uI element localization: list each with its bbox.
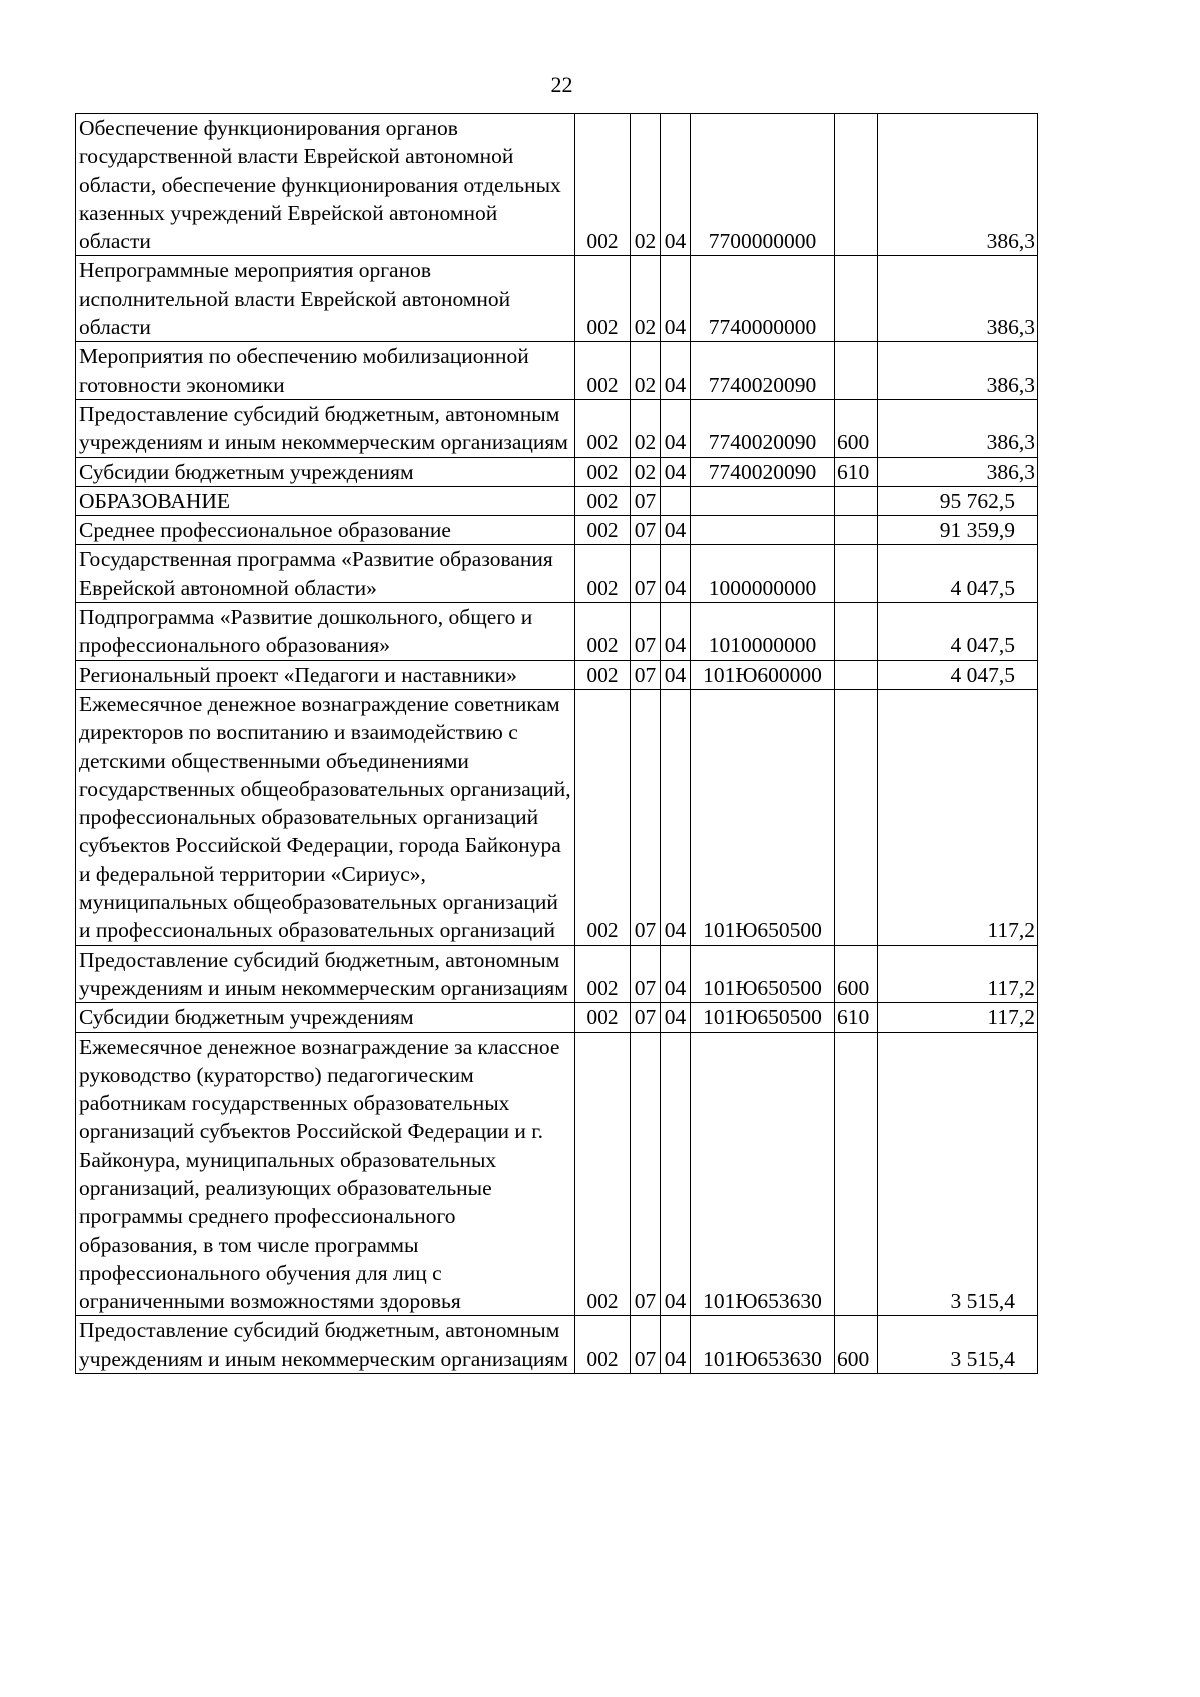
- row-expense-type-cell: 600: [835, 399, 878, 457]
- row-subsection-cell: 04: [661, 516, 691, 545]
- row-subsection-cell: 04: [661, 689, 691, 945]
- row-section-cell: 07: [631, 660, 661, 689]
- table-row: [76, 486, 1038, 515]
- row-name-cell: Ежемесячное денежное вознаграждение за классное руководство (кураторство) педагогическим работникам государственных образовательных организаций субъектов Российской Федерации и г. Байконура, муниципальных образовательных организаций, реализующих образовательные программы среднего профессионального образования, в том числе программы профессионального обучения для лиц с ограниченными возможностями здоровья: [76, 1032, 575, 1316]
- row-section-cell: 07: [631, 545, 661, 603]
- row-target-article-cell: 101Ю653630: [691, 1032, 835, 1316]
- row-target-article-cell: 101Ю650500: [691, 1003, 835, 1032]
- row-expense-type-cell: 610: [835, 457, 878, 486]
- row-amount-cell: 386,3: [878, 114, 1038, 256]
- row-section-cell: 02: [631, 342, 661, 400]
- row-target-article-cell: 101Ю650500: [691, 689, 835, 945]
- table-row: [76, 689, 1038, 945]
- row-subsection-cell: 04: [661, 545, 691, 603]
- row-target-article-cell: [691, 516, 835, 545]
- row-expense-type-cell: [835, 114, 878, 256]
- row-target-article-cell: 7740000000: [691, 256, 835, 342]
- row-subsection-cell: 04: [661, 399, 691, 457]
- row-code-cell: 002: [575, 603, 631, 661]
- row-subsection-cell: 04: [661, 945, 691, 1003]
- row-expense-type-cell: [835, 342, 878, 400]
- row-amount-cell: 386,3: [878, 457, 1038, 486]
- row-code-cell: 002: [575, 457, 631, 486]
- row-subsection-cell: [661, 486, 691, 515]
- row-expense-type-cell: [835, 486, 878, 515]
- table-row: [76, 256, 1038, 342]
- row-expense-type-cell: 610: [835, 1003, 878, 1032]
- row-target-article-cell: 7740020090: [691, 342, 835, 400]
- row-target-article-cell: 1010000000: [691, 603, 835, 661]
- row-expense-type-cell: [835, 516, 878, 545]
- row-amount-cell: 386,3: [878, 256, 1038, 342]
- row-code-cell: 002: [575, 660, 631, 689]
- table-row: [76, 1316, 1038, 1374]
- row-name-cell: Мероприятия по обеспечению мобилизационной готовности экономики: [76, 342, 575, 400]
- row-name-cell: Региональный проект «Педагоги и наставники»: [76, 660, 575, 689]
- row-code-cell: 002: [575, 256, 631, 342]
- budget-table: [75, 113, 1038, 1374]
- row-name-cell: Предоставление субсидий бюджетным, автономным учреждениям и иным некоммерческим организациям: [76, 945, 575, 1003]
- table-row: [76, 342, 1038, 400]
- table-row: [76, 545, 1038, 603]
- table-row: [76, 516, 1038, 545]
- row-name-cell: Государственная программа «Развитие образования Еврейской автономной области»: [76, 545, 575, 603]
- row-amount-cell: 386,3: [878, 342, 1038, 400]
- row-expense-type-cell: 600: [835, 1316, 878, 1374]
- row-section-cell: 02: [631, 399, 661, 457]
- row-name-cell: Обеспечение функционирования органов государственной власти Еврейской автономной области, обеспечение функционирования отдельных казенных учреждений Еврейской автономной области: [76, 114, 575, 256]
- row-subsection-cell: 04: [661, 457, 691, 486]
- table-row: [76, 1032, 1038, 1316]
- row-name-cell: Среднее профессиональное образование: [76, 516, 575, 545]
- table-row: [76, 945, 1038, 1003]
- row-section-cell: 02: [631, 457, 661, 486]
- row-section-cell: 07: [631, 689, 661, 945]
- row-target-article-cell: 1000000000: [691, 545, 835, 603]
- row-amount-cell: 386,3: [878, 399, 1038, 457]
- table-row: [76, 114, 1038, 256]
- row-code-cell: 002: [575, 1316, 631, 1374]
- row-amount-cell: 95 762,5: [878, 486, 1038, 515]
- table-row: [76, 457, 1038, 486]
- row-amount-cell: 117,2: [878, 945, 1038, 1003]
- row-amount-cell: 91 359,9: [878, 516, 1038, 545]
- row-code-cell: 002: [575, 1003, 631, 1032]
- row-section-cell: 07: [631, 1003, 661, 1032]
- row-name-cell: Субсидии бюджетным учреждениям: [76, 1003, 575, 1032]
- row-target-article-cell: 101Ю650500: [691, 945, 835, 1003]
- row-subsection-cell: 04: [661, 1003, 691, 1032]
- row-name-cell: ОБРАЗОВАНИЕ: [76, 486, 575, 515]
- row-expense-type-cell: [835, 603, 878, 661]
- row-subsection-cell: 04: [661, 603, 691, 661]
- row-section-cell: 07: [631, 486, 661, 515]
- row-amount-cell: 4 047,5: [878, 660, 1038, 689]
- row-target-article-cell: 7740020090: [691, 457, 835, 486]
- row-subsection-cell: 04: [661, 1316, 691, 1374]
- row-section-cell: 07: [631, 516, 661, 545]
- row-subsection-cell: 04: [661, 660, 691, 689]
- row-target-article-cell: 7740020090: [691, 399, 835, 457]
- row-name-cell: Непрограммные мероприятия органов исполнительной власти Еврейской автономной области: [76, 256, 575, 342]
- row-code-cell: 002: [575, 486, 631, 515]
- row-expense-type-cell: 600: [835, 945, 878, 1003]
- row-expense-type-cell: [835, 1032, 878, 1316]
- page-number: 22: [550, 72, 573, 97]
- row-section-cell: 07: [631, 945, 661, 1003]
- row-section-cell: 02: [631, 114, 661, 256]
- row-amount-cell: 3 515,4: [878, 1032, 1038, 1316]
- row-code-cell: 002: [575, 689, 631, 945]
- table-row: [76, 1003, 1038, 1032]
- row-amount-cell: 117,2: [878, 689, 1038, 945]
- row-target-article-cell: 7700000000: [691, 114, 835, 256]
- row-name-cell: Предоставление субсидий бюджетным, автономным учреждениям и иным некоммерческим организациям: [76, 399, 575, 457]
- row-amount-cell: 4 047,5: [878, 545, 1038, 603]
- row-code-cell: 002: [575, 1032, 631, 1316]
- row-subsection-cell: 04: [661, 256, 691, 342]
- row-name-cell: Ежемесячное денежное вознаграждение советникам директоров по воспитанию и взаимодействию с детскими общественными объединениями государственных общеобразовательных организаций, профессиональных образовательных организаций субъектов Российской Федерации, города Байконура и федеральной территории «Сириус», муниципальных общеобразовательных организаций и профессиональных образовательных организаций: [76, 689, 575, 945]
- row-name-cell: Субсидии бюджетным учреждениям: [76, 457, 575, 486]
- row-name-cell: Предоставление субсидий бюджетным, автономным учреждениям и иным некоммерческим организациям: [76, 1316, 575, 1374]
- table-row: [76, 603, 1038, 661]
- row-code-cell: 002: [575, 516, 631, 545]
- table-row: [76, 660, 1038, 689]
- row-expense-type-cell: [835, 689, 878, 945]
- row-subsection-cell: 04: [661, 342, 691, 400]
- row-code-cell: 002: [575, 342, 631, 400]
- row-section-cell: 07: [631, 1316, 661, 1374]
- row-target-article-cell: [691, 486, 835, 515]
- row-amount-cell: 117,2: [878, 1003, 1038, 1032]
- row-expense-type-cell: [835, 545, 878, 603]
- row-target-article-cell: 101Ю653630: [691, 1316, 835, 1374]
- row-name-cell: Подпрограмма «Развитие дошкольного, общего и профессионального образования»: [76, 603, 575, 661]
- row-code-cell: 002: [575, 545, 631, 603]
- row-expense-type-cell: [835, 256, 878, 342]
- row-section-cell: 07: [631, 603, 661, 661]
- row-code-cell: 002: [575, 114, 631, 256]
- row-amount-cell: 4 047,5: [878, 603, 1038, 661]
- row-amount-cell: 3 515,4: [878, 1316, 1038, 1374]
- row-target-article-cell: 101Ю600000: [691, 660, 835, 689]
- table-row: [76, 399, 1038, 457]
- row-code-cell: 002: [575, 945, 631, 1003]
- row-subsection-cell: 04: [661, 114, 691, 256]
- row-subsection-cell: 04: [661, 1032, 691, 1316]
- budget-table-body: [76, 114, 1038, 1374]
- row-expense-type-cell: [835, 660, 878, 689]
- row-section-cell: 02: [631, 256, 661, 342]
- row-section-cell: 07: [631, 1032, 661, 1316]
- row-code-cell: 002: [575, 399, 631, 457]
